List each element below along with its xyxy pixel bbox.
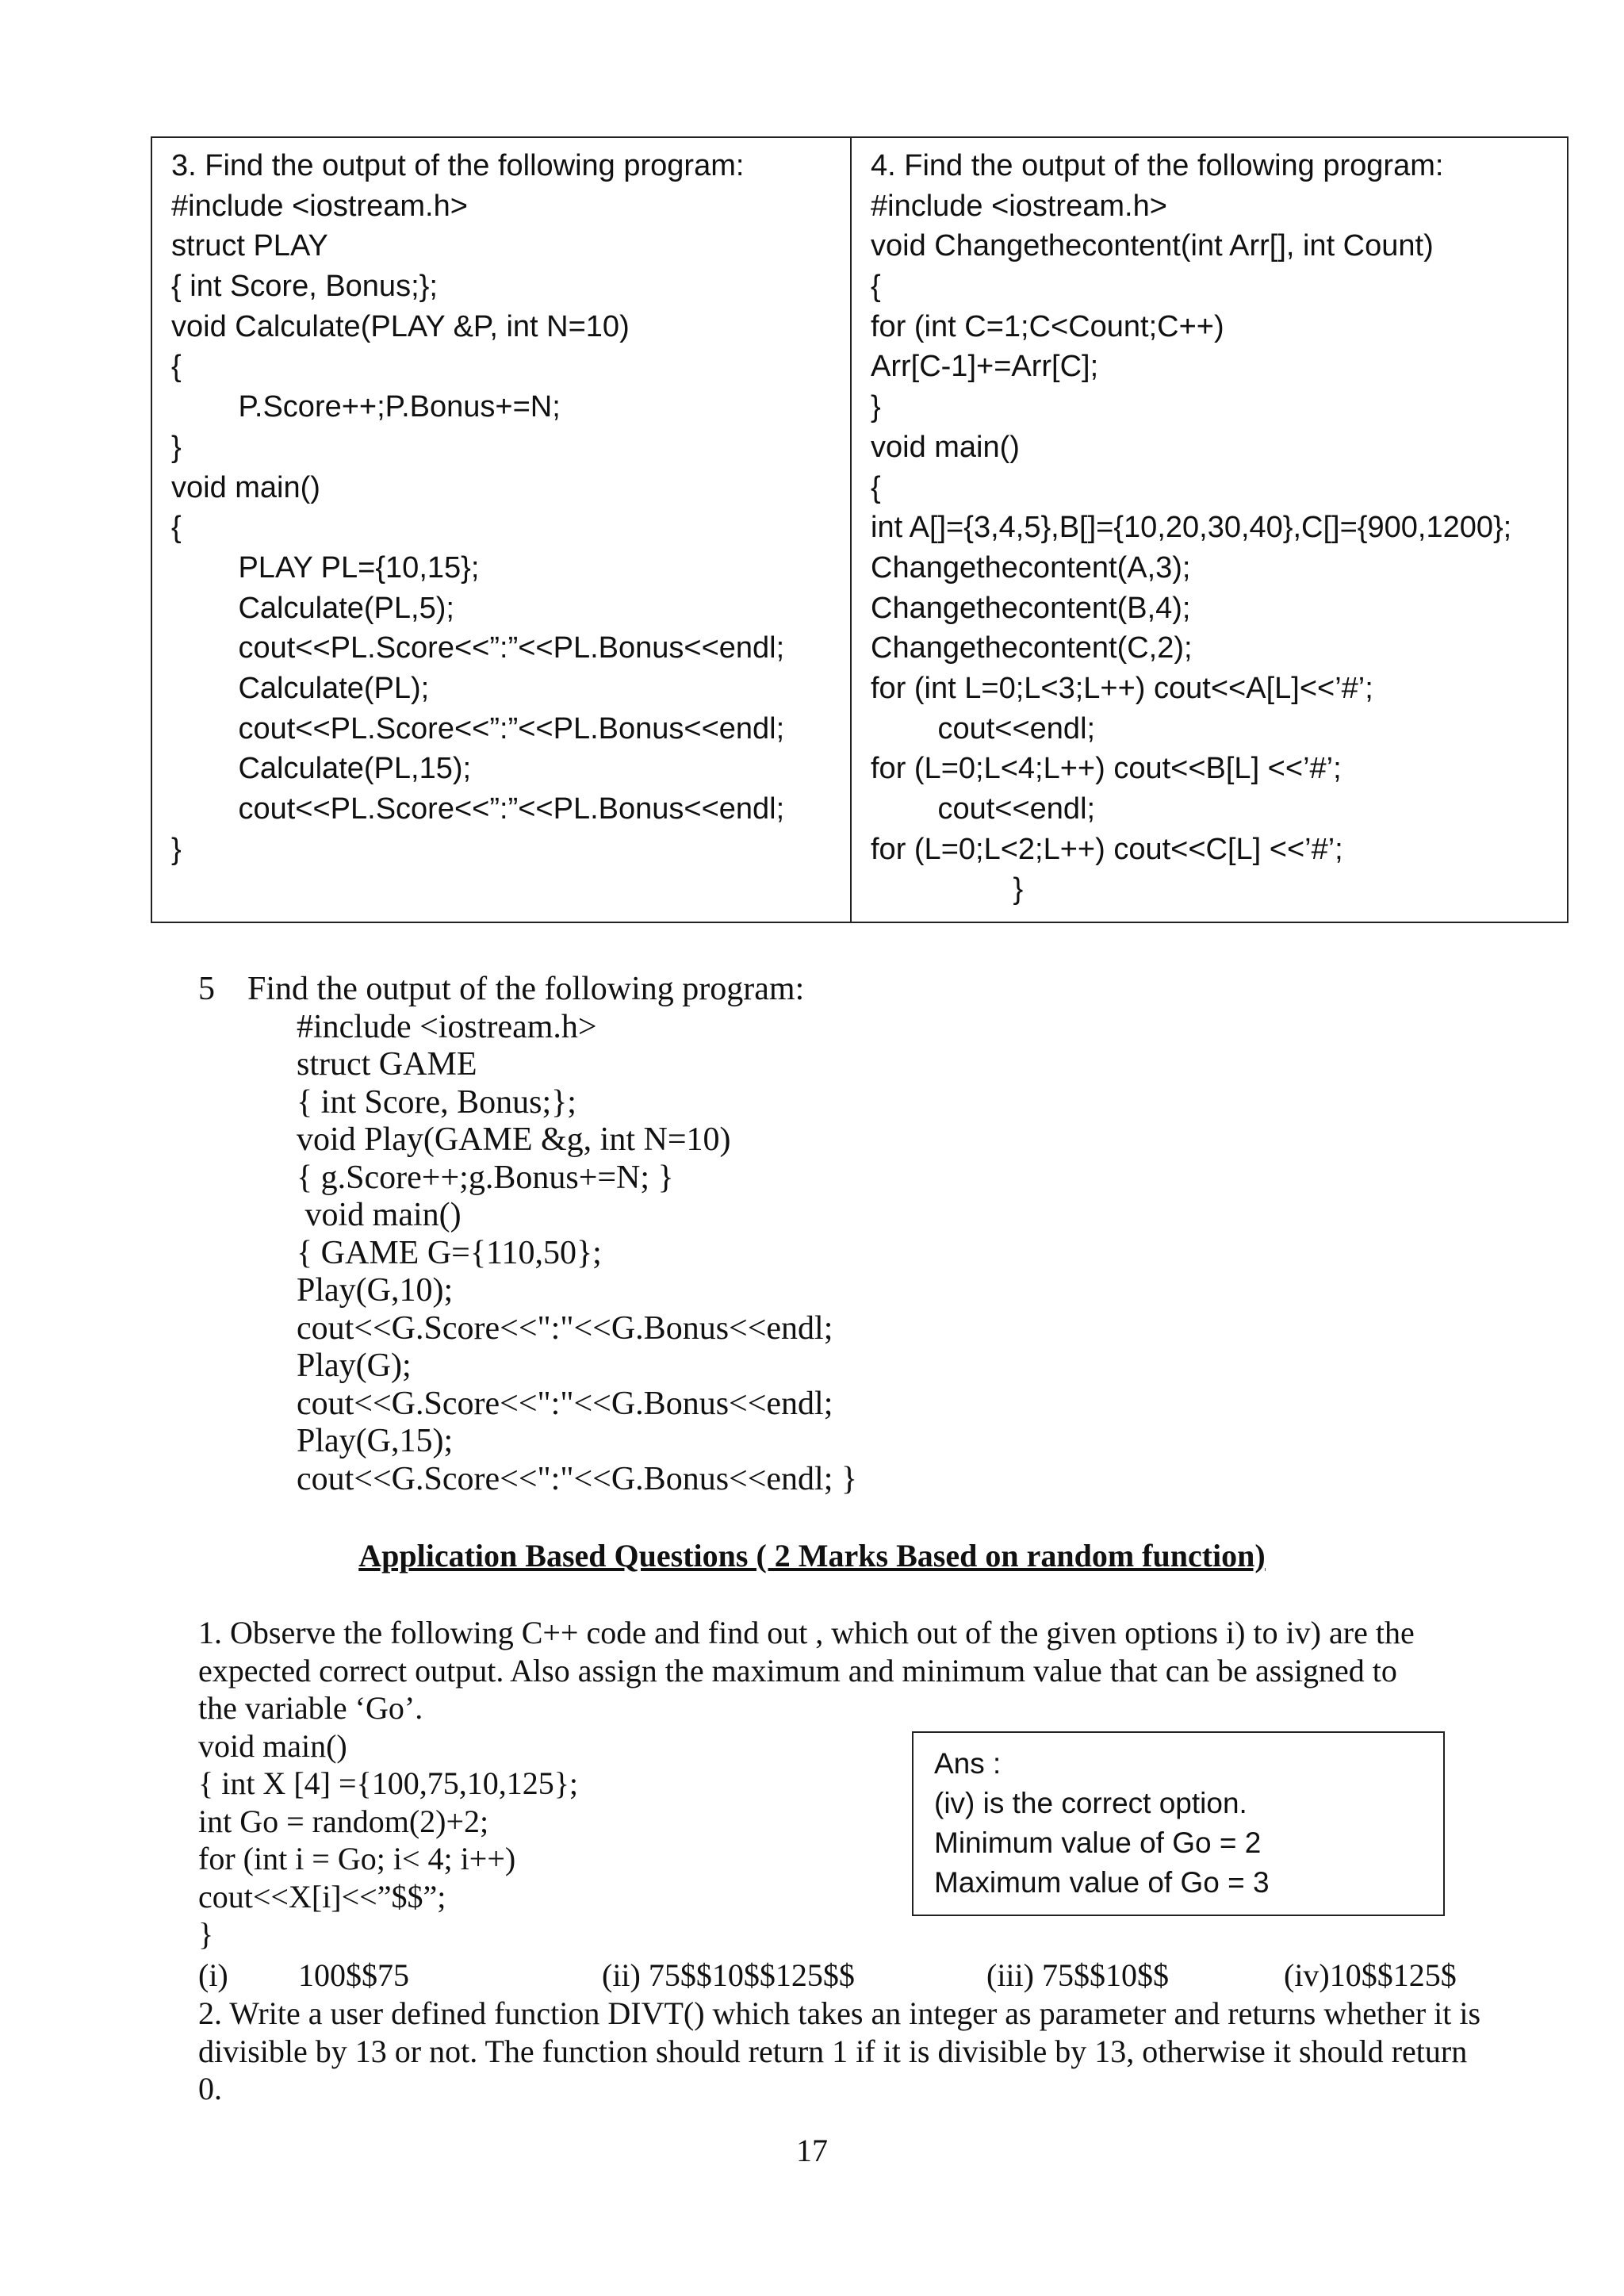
q4-line: } xyxy=(871,390,881,424)
question-3-cell xyxy=(152,138,852,922)
q4-line: Changethecontent(C,2); xyxy=(871,631,1193,665)
q3-line: cout<<PL.Score<<”:”<<PL.Bonus<<endl; xyxy=(171,631,785,665)
q3-line: cout<<PL.Score<<”:”<<PL.Bonus<<endl; xyxy=(171,711,785,746)
q4-line: { xyxy=(871,270,881,304)
q3-line: } xyxy=(171,832,182,866)
aq1-code-line: void main() xyxy=(198,1727,347,1764)
q3-line: Calculate(PL,15); xyxy=(171,752,472,786)
aq1-code-line: int Go = random(2)+2; xyxy=(198,1803,489,1839)
q5-code-line: cout<<G.Score<<":"<<G.Bonus<<endl; xyxy=(297,1385,833,1422)
q5-code-line: Play(G,15); xyxy=(297,1423,454,1459)
q3-line: { int Score, Bonus;}; xyxy=(171,270,438,304)
q3-line: cout<<PL.Score<<”:”<<PL.Bonus<<endl; xyxy=(171,792,785,826)
option-iv: (iv)10$$125$ xyxy=(1284,1957,1457,1993)
aq2-line: divisible by 13 or not. The function should return 1 if it is divisible by 13, otherwise it should return xyxy=(198,2033,1468,2069)
q4-line: Changethecontent(B,4); xyxy=(871,591,1191,625)
q3-line: void Calculate(PLAY &P, int N=10) xyxy=(171,309,630,343)
question-table xyxy=(151,136,1568,923)
q5-number: 5 xyxy=(198,971,215,1007)
aq1-line: the variable ‘Go’. xyxy=(198,1690,423,1726)
answer-line: (iv) is the correct option. xyxy=(934,1787,1247,1819)
aq1-code-line: for (int i = Go; i< 4; i++) xyxy=(198,1841,516,1876)
q4-line: 4. Find the output of the following program: xyxy=(871,149,1444,182)
q5-code-line: { int Score, Bonus;}; xyxy=(297,1083,576,1121)
q3-line: #include <iostream.h> xyxy=(171,189,468,223)
answer-options xyxy=(198,1957,1562,1995)
q4-line: int A[]={3,4,5},B[]={10,20,30,40},C[]={900,1200}; xyxy=(871,511,1512,545)
q3-line: { xyxy=(171,350,182,384)
answer-line: Maximum value of Go = 3 xyxy=(934,1866,1270,1899)
q4-line: } xyxy=(871,872,1024,907)
q3-line: { xyxy=(171,511,182,545)
q3-line: PLAY PL={10,15}; xyxy=(171,550,480,585)
option-i-value: 100$$75 xyxy=(298,1957,409,1993)
q3-line: P.Score++;P.Bonus+=N; xyxy=(171,390,561,424)
q5-code-line: struct GAME xyxy=(297,1046,477,1083)
q4-line: for (int L=0;L<3;L++) cout<<A[L]<<’#’; xyxy=(871,671,1373,705)
q5-code-line: cout<<G.Score<<":"<<G.Bonus<<endl; xyxy=(297,1309,833,1347)
q4-line: cout<<endl; xyxy=(871,711,1096,746)
q4-line: for (L=0;L<4;L++) cout<<B[L] <<’#’; xyxy=(871,752,1342,786)
q5-code-line: #include <iostream.h> xyxy=(297,1008,597,1045)
q3-line: Calculate(PL,5); xyxy=(171,591,454,625)
q4-line: Changethecontent(A,3); xyxy=(871,550,1191,585)
answer-line: Ans : xyxy=(934,1747,1002,1780)
q4-line: cout<<endl; xyxy=(871,792,1096,826)
q3-line: struct PLAY xyxy=(171,229,328,263)
aq1-line: 1. Observe the following C++ code and find out , which out of the given options i) to iv) are the xyxy=(198,1615,1415,1650)
question-4-cell xyxy=(852,138,1567,922)
page-number: 17 xyxy=(796,2133,828,2168)
q5-code-line: cout<<G.Score<<":"<<G.Bonus<<endl; } xyxy=(297,1460,858,1497)
q5-code-line: Play(G); xyxy=(297,1347,412,1384)
q3-line: void main() xyxy=(171,470,320,504)
application-question-2 xyxy=(198,1995,1562,2108)
aq1-code-line: cout<<X[i]<<”$$”; xyxy=(198,1878,446,1915)
aq1-code-line: } xyxy=(198,1916,214,1952)
q4-line: Arr[C-1]+=Arr[C]; xyxy=(871,350,1099,384)
q3-line: 3. Find the output of the following program: xyxy=(171,149,745,182)
aq2-line: 2. Write a user defined function DIVT() which takes an integer as parameter and returns whether it is xyxy=(198,1995,1481,2031)
option-iii: (iii) 75$$10$$ xyxy=(986,1957,1169,1993)
answer-line: Minimum value of Go = 2 xyxy=(934,1826,1262,1859)
q4-line: for (L=0;L<2;L++) cout<<C[L] <<’#’; xyxy=(871,832,1343,866)
q4-line: void main() xyxy=(871,430,1020,464)
answer-box xyxy=(912,1731,1445,1916)
q5-code-line: { GAME G={110,50}; xyxy=(297,1234,602,1271)
q4-line: { xyxy=(871,470,881,504)
q4-line: #include <iostream.h> xyxy=(871,189,1167,223)
q5-code-line: void main() xyxy=(297,1197,462,1233)
q4-line: void Changethecontent(int Arr[], int Count) xyxy=(871,229,1434,263)
q5-code-line: void Play(GAME &g, int N=10) xyxy=(297,1121,731,1158)
option-ii: (ii) 75$$10$$125$$ xyxy=(602,1957,855,1993)
aq2-line: 0. xyxy=(198,2071,222,2106)
option-i-label: (i) xyxy=(198,1957,228,1993)
section-heading: Application Based Questions ( 2 Marks Based on random function) xyxy=(358,1538,1266,1573)
q4-line: for (int C=1;C<Count;C++) xyxy=(871,309,1224,343)
aq1-code-line: { int X [4] ={100,75,10,125}; xyxy=(198,1765,579,1801)
q3-line: Calculate(PL); xyxy=(171,671,430,705)
aq1-line: expected correct output. Also assign the maximum and minimum value that can be assigned to xyxy=(198,1652,1397,1688)
q3-line: } xyxy=(171,430,182,464)
q5-code-line: Play(G,10); xyxy=(297,1272,454,1309)
q5-title: Find the output of the following program: xyxy=(247,971,805,1007)
q5-code-block xyxy=(297,1009,857,1499)
q5-code-line: { g.Score++;g.Bonus+=N; } xyxy=(297,1159,674,1196)
